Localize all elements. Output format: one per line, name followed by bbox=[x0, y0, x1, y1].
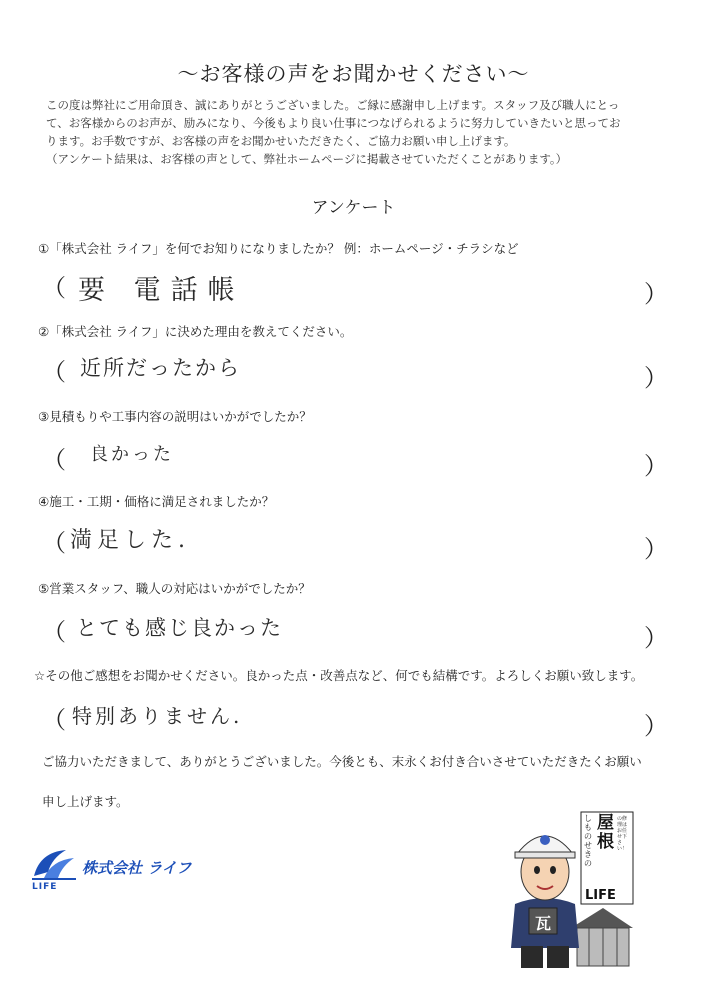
question-1: ①「株式会社 ライフ」を何でお知りになりましたか？ 例：ホームページ・チラシなど bbox=[38, 241, 519, 256]
answer-field-1 bbox=[38, 268, 668, 308]
closing-line: ご協力いただきまして、ありがとうございました。今後とも、末永くお付き合いさせていただきたくお願い bbox=[42, 754, 642, 769]
intro-line: この度は弊社にご用命頂き、誠にありがとうございました。ご縁に感謝申し上げます。スタッフ及び職人にとっ bbox=[46, 98, 620, 112]
handwritten-answer-2: 近所だったから bbox=[80, 356, 241, 380]
question-2: ②「株式会社 ライフ」に決めた理由を教えてください。 bbox=[38, 324, 353, 339]
question-4: ④施工・工期・価格に満足されましたか？ bbox=[38, 494, 275, 509]
answer-field-other bbox=[38, 700, 668, 740]
mascot-tile-char: 瓦 bbox=[535, 914, 552, 933]
mascot-sign-small: の修理はお任せ下さい！ bbox=[617, 816, 628, 852]
question-3: ③見積もりや工事内容の説明はいかがでしたか？ bbox=[38, 409, 312, 424]
paren-open: （ bbox=[42, 529, 66, 557]
mascot-sign-brand: LIFE bbox=[585, 888, 616, 903]
answer-field-5 bbox=[38, 612, 668, 652]
intro-line: （アンケート結果は、お客様の声として、弊社ホームページに掲載させていただくことがあります。） bbox=[46, 152, 568, 166]
paren-close: ） bbox=[644, 364, 668, 392]
paren-open: （ bbox=[42, 618, 66, 646]
paren-close: ） bbox=[644, 624, 668, 652]
handwritten-answer-4: 満足した. bbox=[70, 528, 190, 553]
handwritten-answer-3: 良かった bbox=[90, 444, 174, 465]
paren-open: （ bbox=[42, 706, 66, 734]
paren-open: （ bbox=[42, 274, 66, 302]
paren-close: ） bbox=[644, 452, 668, 480]
handwritten-answer-other: 特別ありません. bbox=[72, 704, 243, 728]
intro-line: ります。お手数ですが、お客様の声をお聞かせいただきたく、ご協力お願い申し上げます。 bbox=[46, 134, 516, 148]
paren-open: （ bbox=[42, 358, 66, 386]
closing-line: 申し上げます。 bbox=[42, 794, 129, 809]
page-title: ～お客様の声をお聞かせください～ bbox=[177, 62, 530, 86]
paren-close: ） bbox=[644, 535, 668, 563]
question-other: ☆その他ご感想をお聞かせください。良かった点・改善点など、何でも結構です。よろしくお願い致します。 bbox=[34, 668, 644, 683]
question-5: ⑤営業スタッフ、職人の対応はいかがでしたか？ bbox=[38, 581, 311, 596]
paren-close: ） bbox=[644, 280, 668, 308]
company-logo bbox=[30, 846, 230, 896]
logo-mark-text: LIFE bbox=[32, 882, 58, 892]
handwritten-answer-5: とても感じ良かった bbox=[76, 616, 283, 640]
intro-line: て、お客様からのお声が、励みになり、今後もより良い仕事につなげられるように努力していきたいと思ってお bbox=[46, 116, 621, 130]
survey-heading: アンケート bbox=[311, 198, 396, 218]
answer-field-4 bbox=[38, 523, 668, 563]
paren-open: （ bbox=[42, 446, 66, 474]
mascot-illustration bbox=[505, 808, 635, 973]
logo-company-name: 株式会社 ライフ bbox=[82, 859, 192, 877]
life-logo-icon bbox=[30, 846, 80, 886]
answer-field-3 bbox=[38, 440, 668, 480]
mascot-sign-big: 屋根 bbox=[597, 813, 614, 852]
intro-text bbox=[46, 96, 686, 168]
mascot-sign-vertical: しものせきの bbox=[584, 814, 592, 868]
paren-close: ） bbox=[644, 712, 668, 740]
handwritten-answer-1: 要 電話帳 bbox=[78, 275, 245, 306]
answer-field-2 bbox=[38, 352, 668, 392]
